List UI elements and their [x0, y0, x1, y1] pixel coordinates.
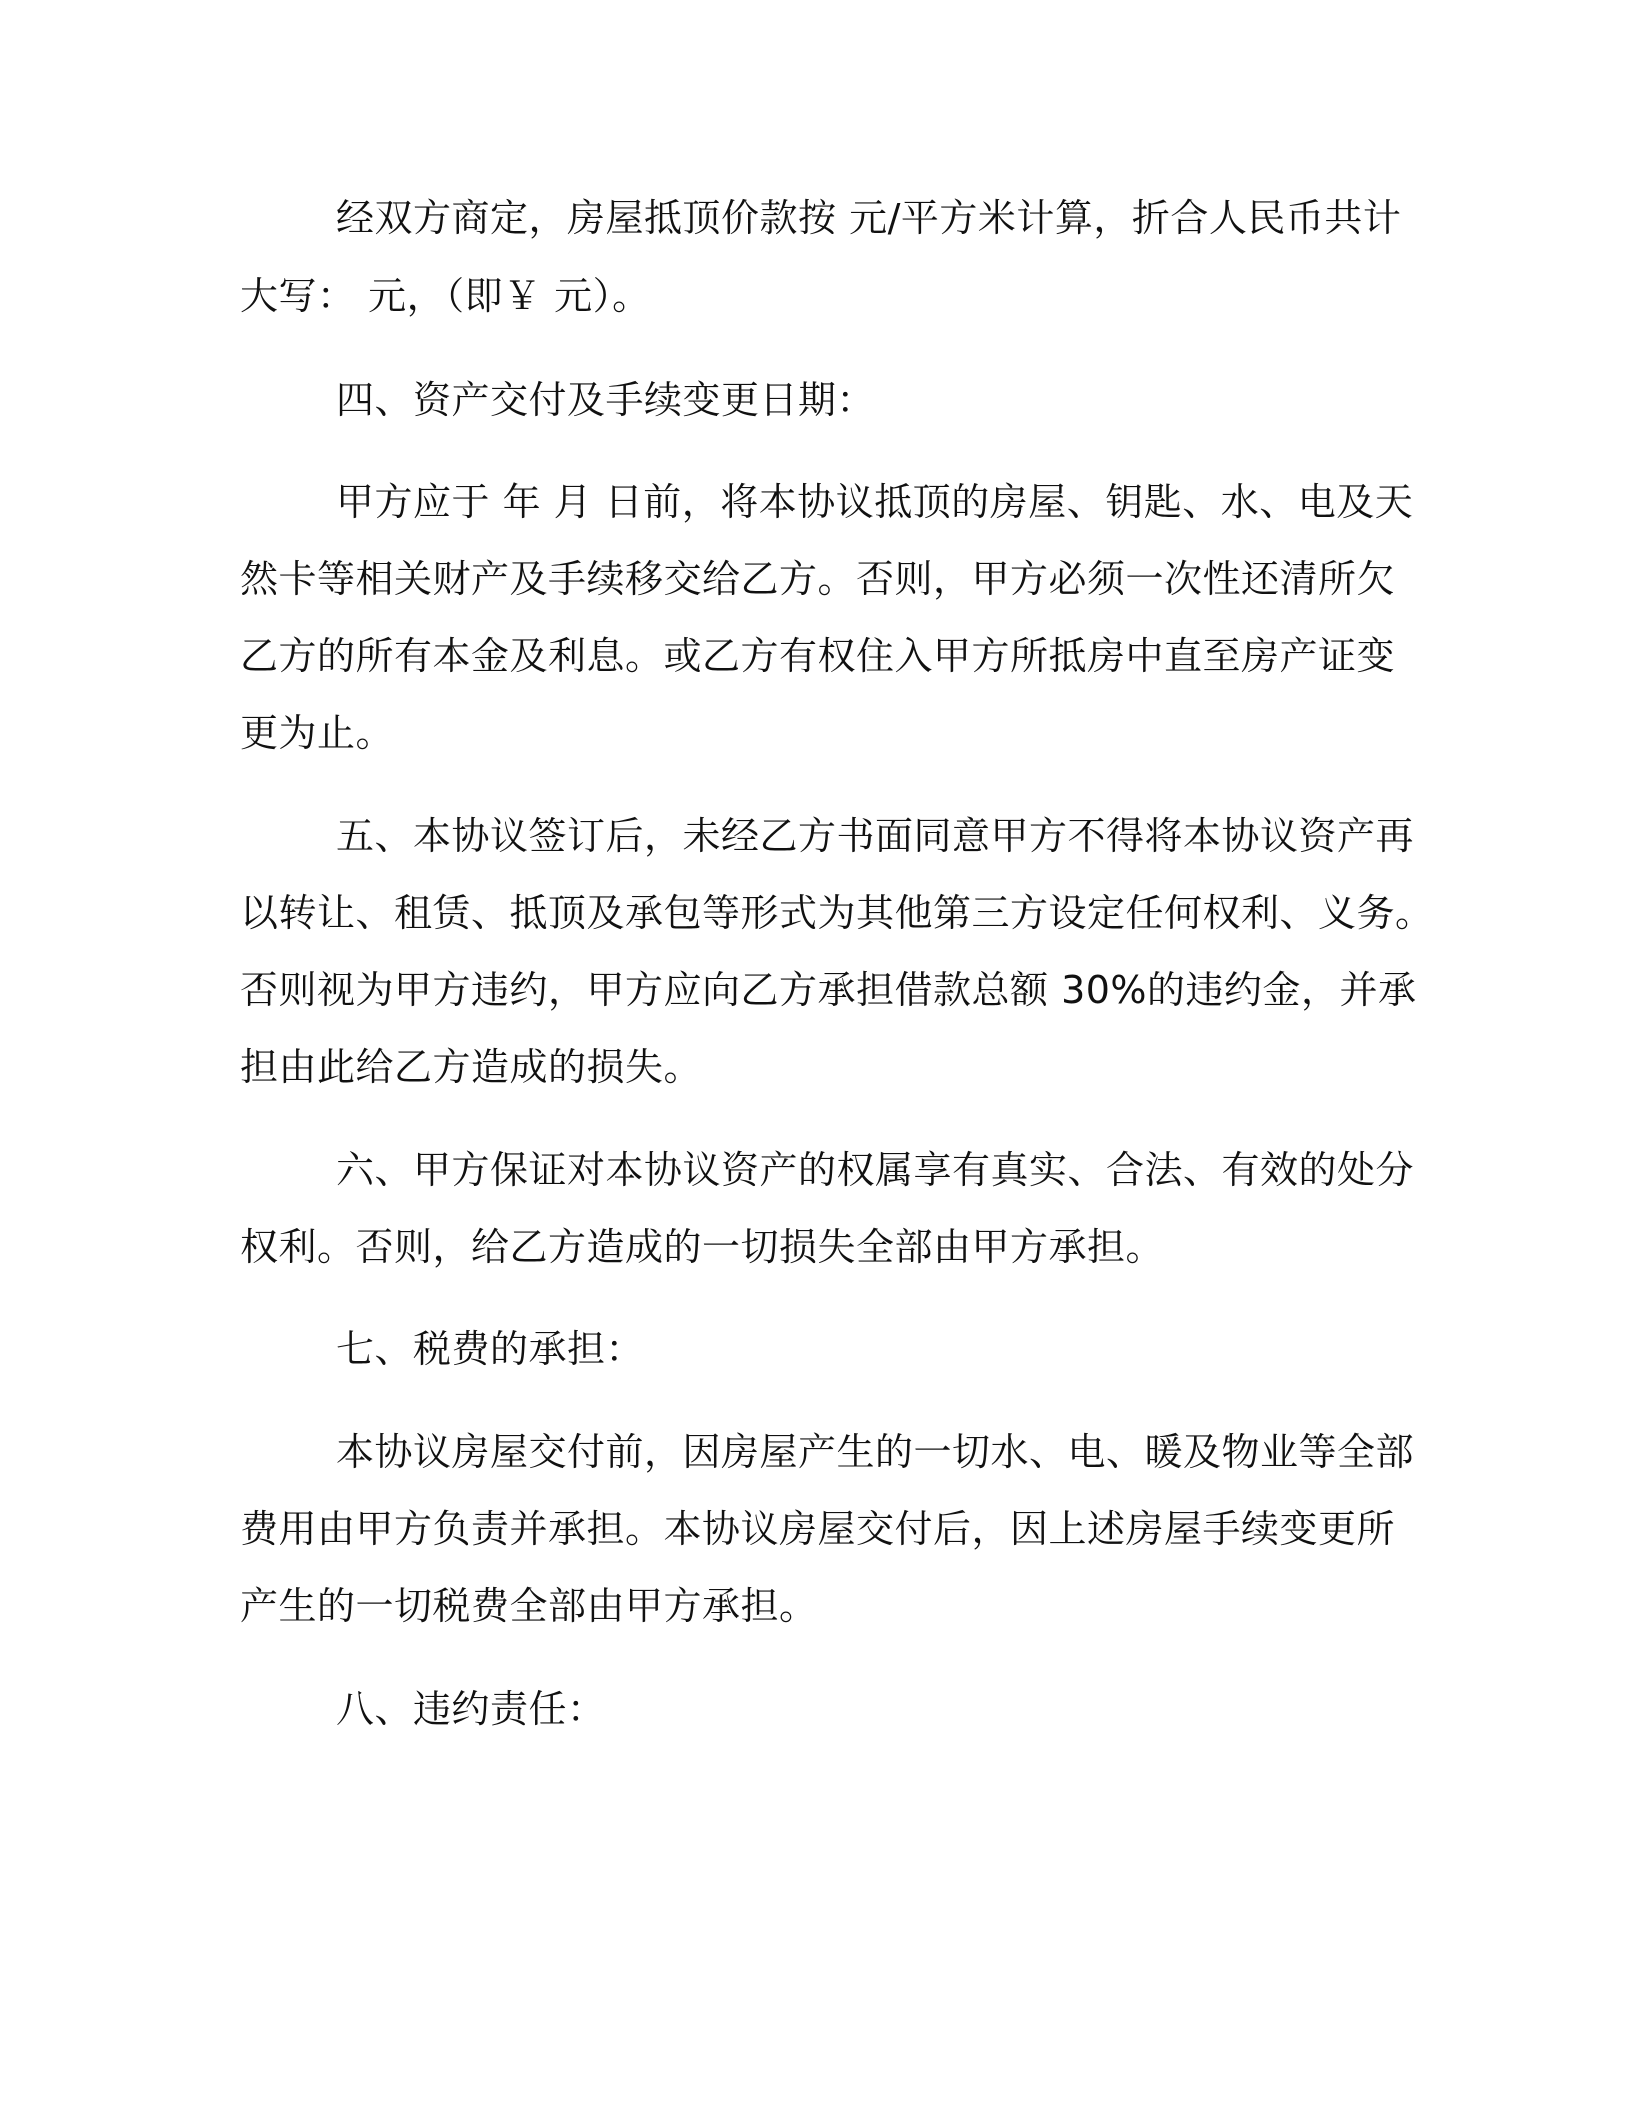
paragraph-taxes-line-2: 费用由甲方负责并承担。本协议房屋交付后，因上述房屋手续变更所 — [240, 1507, 1396, 1551]
paragraph-section-5-line-1: 五、本协议签订后，未经乙方书面同意甲方不得将本协议资产再 — [336, 814, 1415, 858]
paragraph-section-5-line-4: 担由此给乙方造成的损失。 — [240, 1045, 703, 1089]
paragraph-taxes-line-3: 产生的一切税费全部由甲方承担。 — [240, 1584, 818, 1628]
paragraph-section-5-line-3: 否则视为甲方违约，甲方应向乙方承担借款总额 30%的违约金，并承 — [240, 968, 1417, 1012]
paragraph-price-line-1: 经双方商定，房屋抵顶价款按 元/平方米计算，折合人民币共计 — [336, 196, 1402, 240]
paragraph-section-6-line-2: 权利。否则，给乙方造成的一切损失全部由甲方承担。 — [240, 1225, 1165, 1269]
paragraph-delivery-line-1: 甲方应于 年 月 日前，将本协议抵顶的房屋、钥匙、水、电及天 — [336, 480, 1414, 524]
section-heading-liability: 八、违约责任： — [336, 1687, 606, 1731]
paragraph-section-5-line-2: 以转让、租赁、抵顶及承包等形式为其他第三方设定任何权利、义务。 — [240, 891, 1434, 935]
paragraph-delivery-line-4: 更为止。 — [240, 711, 395, 755]
paragraph-price-line-2: 大写： 元，（即￥ 元）。 — [240, 274, 651, 318]
section-heading-delivery: 四、资产交付及手续变更日期： — [336, 378, 876, 422]
section-heading-taxes: 七、税费的承担： — [336, 1327, 645, 1371]
paragraph-delivery-line-2: 然卡等相关财产及手续移交给乙方。否则，甲方必须一次性还清所欠 — [240, 557, 1396, 601]
paragraph-delivery-line-3: 乙方的所有本金及利息。或乙方有权住入甲方所抵房中直至房产证变 — [240, 634, 1396, 678]
paragraph-section-6-line-1: 六、甲方保证对本协议资产的权属享有真实、合法、有效的处分 — [336, 1148, 1415, 1192]
paragraph-taxes-line-1: 本协议房屋交付前，因房屋产生的一切水、电、暖及物业等全部 — [336, 1430, 1415, 1474]
